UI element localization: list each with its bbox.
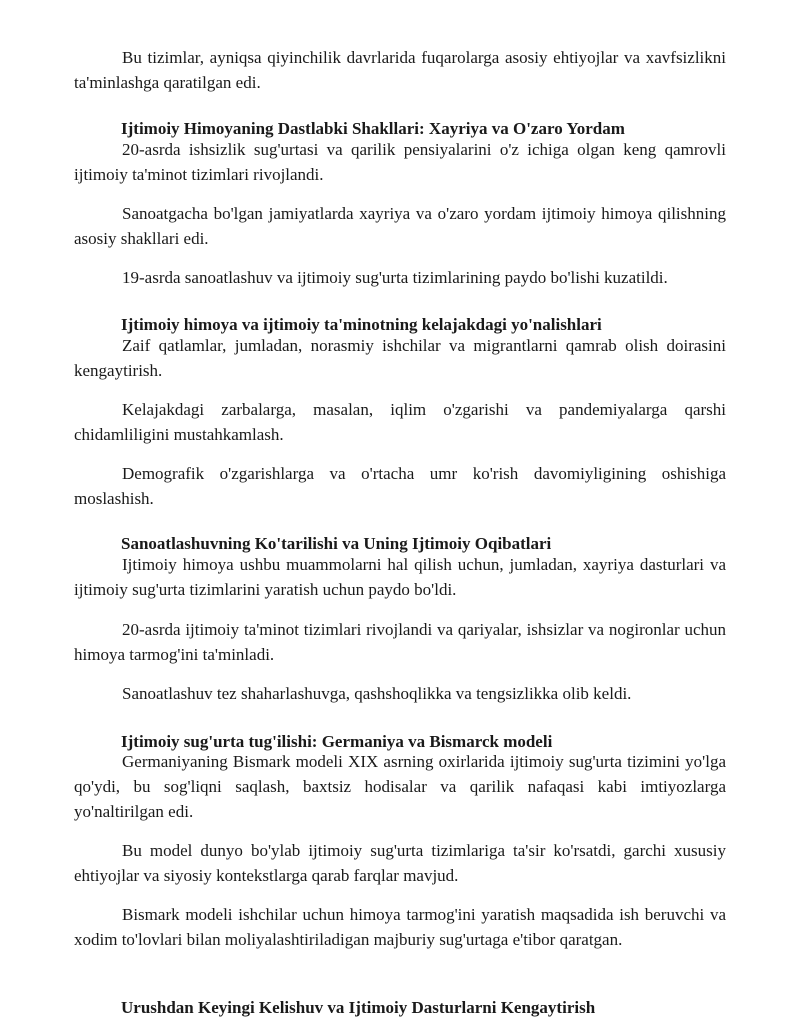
paragraph: Bu model dunyo bo'ylab ijtimoiy sug'urta tizimlariga ta'sir ko'rsatdi, garchi xususiy ehtiyojlar va siyosiy kontekstlarga qarab farqlar mavjud. (74, 841, 726, 885)
paragraph-block-2 (74, 137, 726, 187)
paragraph-block-3 (74, 201, 726, 251)
paragraph: Bu tizimlar, ayniqsa qiyinchilik davrlarida fuqarolarga asosiy ehtiyojlar va xavfsizlikni ta'minlashga qaratilgan edi. (74, 48, 726, 92)
paragraph: 20-asrda ishsizlik sug'urtasi va qarilik pensiyalarini o'z ichiga olgan keng qamrovli ijtimoiy ta'minot tizimlari rivojlandi. (74, 140, 726, 184)
section-heading: Ijtimoiy Himoyaning Dastlabki Shakllari: Xayriya va O'zaro Yordam (121, 119, 625, 138)
section-heading: Ijtimoiy himoya va ijtimoiy ta'minotning kelajakdagi yo'nalishlari (121, 315, 602, 334)
paragraph-block-4 (74, 265, 726, 290)
section-heading: Ijtimoiy sug'urta tug'ilishi: Germaniya va Bismarck modeli (121, 732, 553, 751)
paragraph-block-6 (74, 397, 726, 447)
paragraph: Zaif qatlamlar, jumladan, norasmiy ishchilar va migrantlarni qamrab olish doirasini kengaytirish. (74, 336, 726, 380)
paragraph-block-12 (74, 838, 726, 888)
section-heading: Urushdan Keyingi Kelishuv va Ijtimoiy Dasturlarni Kengaytirish (121, 998, 596, 1017)
paragraph: Demografik o'zgarishlarga va o'rtacha umr ko'rish davomiyligining oshishiga moslashish. (74, 464, 726, 508)
paragraph: 19-asrda sanoatlashuv va ijtimoiy sug'urta tizimlarining paydo bo'lishi kuzatildi. (122, 268, 668, 287)
paragraph: Sanoatlashuv tez shaharlashuvga, qashshoqlikka va tengsizlikka olib keldi. (122, 684, 632, 703)
section-heading: Sanoatlashuvning Ko'tarilishi va Uning Ijtimoiy Oqibatlari (121, 534, 552, 553)
paragraph-block-10 (74, 681, 726, 706)
paragraph: 20-asrda ijtimoiy ta'minot tizimlari rivojlandi va qariyalar, ishsizlar va nogironlar uchun himoya tarmog'ini ta'minladi. (74, 620, 726, 664)
paragraph: Ijtimoiy himoya ushbu muammolarni hal qilish uchun, jumladan, xayriya dasturlari va ijtimoiy sug'urta tizimlarini yaratish uchun paydo bo'ldi. (74, 555, 726, 599)
paragraph-block-5 (74, 333, 726, 383)
paragraph-block-7 (74, 461, 726, 511)
paragraph: Kelajakdagi zarbalarga, masalan, iqlim o'zgarishi va pandemiyalarga qarshi chidamliligini mustahkamlash. (74, 400, 726, 444)
paragraph-block-11 (74, 749, 726, 824)
paragraph-block-9 (74, 617, 726, 667)
paragraph-block-13 (74, 902, 726, 952)
paragraph-block-8 (74, 552, 726, 602)
paragraph-block-1 (74, 45, 726, 95)
paragraph: Germaniyaning Bismark modeli XIX asrning oxirlarida ijtimoiy sug'urta tizimini yo'lga qo'ydi, bu sog'liqni saqlash, baxtsiz hodisalar va qarilik nafaqasi kabi imtiyozlarga yo'naltirilgan edi. (74, 752, 726, 821)
paragraph: Sanoatgacha bo'lgan jamiyatlarda xayriya va o'zaro yordam ijtimoiy himoya qilishning asosiy shakllari edi. (74, 204, 726, 248)
paragraph: Bismark modeli ishchilar uchun himoya tarmog'ini yaratish maqsadida ish beruvchi va xodim to'lovlari bilan moliyalashtiriladigan majburiy sug'urtaga e'tibor qaratgan. (74, 905, 726, 949)
